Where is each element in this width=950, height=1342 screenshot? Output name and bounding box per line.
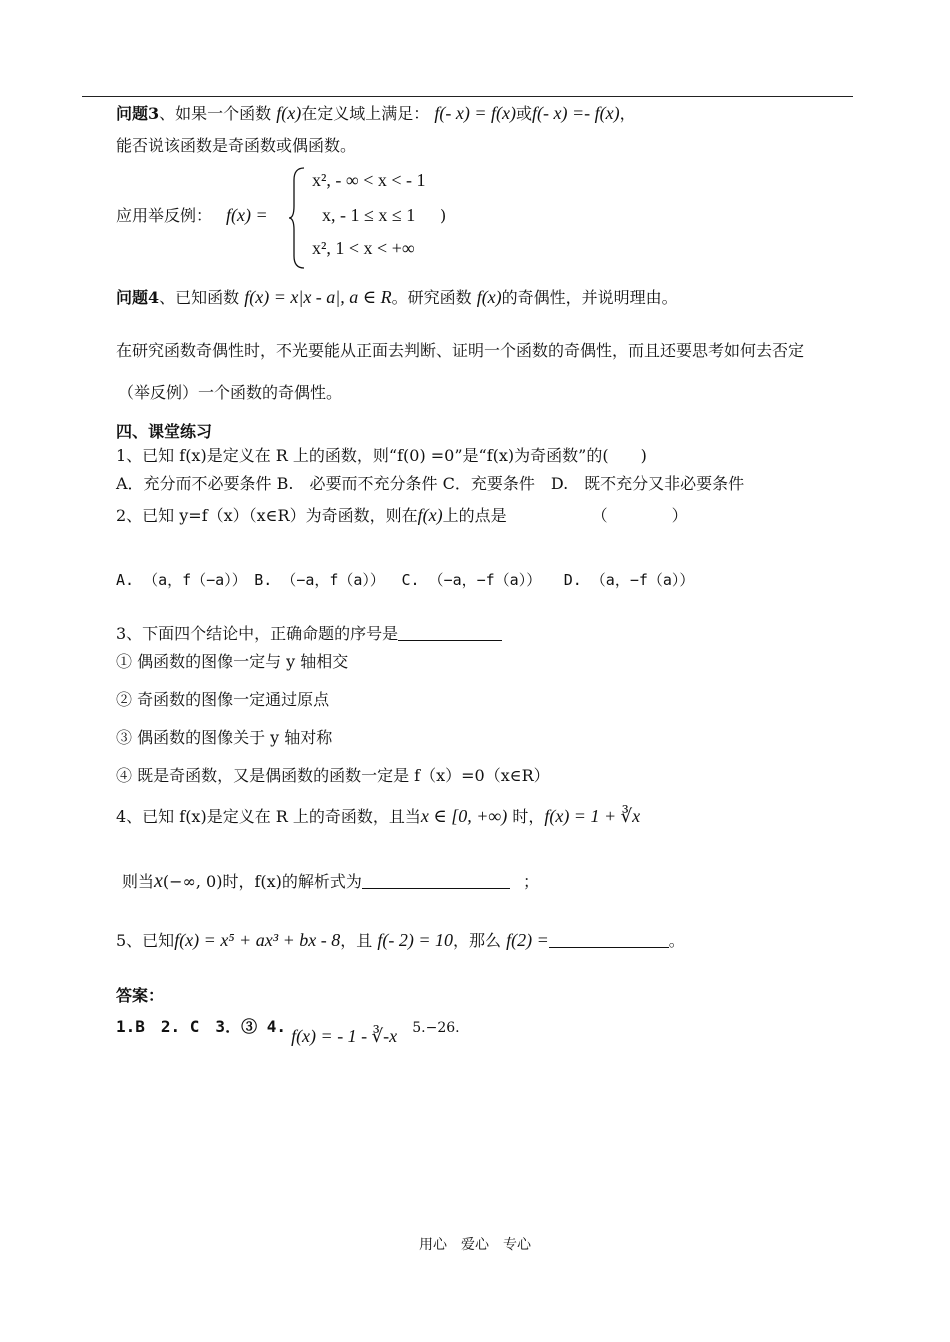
ex2-question: 2、已知 y=f（x）（x∈R）为奇函数，则在f(x)上的点是 （ ） bbox=[116, 505, 688, 525]
q3-line2: 能否说该函数是奇函数或偶函数。 bbox=[116, 136, 357, 155]
piecewise-case-2: x, - 1 ≤ x ≤ 1 bbox=[322, 205, 416, 225]
note-line1: 在研究函数奇偶性时，不光要能从正面去判断、证明一个函数的奇偶性，而且还要思考如何去否定 bbox=[116, 341, 805, 360]
ex3-item-2: ② 奇函数的图像一定通过原点 bbox=[116, 690, 330, 709]
piecewise-case-3: x², 1 < x < +∞ bbox=[312, 238, 415, 258]
q4-label: 问题4 bbox=[116, 288, 160, 307]
ex4-question: 4、已知 f(x)是定义在 R 上的奇函数，且当x ∈ [0, +∞) 时，f(x) = 1 + ∛x bbox=[116, 806, 641, 826]
piecewise-case-1: x², - ∞ < x < - 1 bbox=[312, 170, 426, 190]
header-rule bbox=[82, 96, 853, 97]
ex5-question: 5、已知f(x) = x⁵ + ax³ + bx - 8，且 f(- 2) = 10，那么 f(2) = 。 bbox=[116, 930, 685, 950]
answers-line: 1.B 2. C 3．③ 4. f(x) = - 1 - ∛-x 5.−26. bbox=[116, 1017, 460, 1046]
ex3-item-4: ④ 既是奇函数，又是偶函数的函数一定是 f（x）=0（x∈R） bbox=[116, 766, 550, 785]
ex3-question: 3、下面四个结论中，正确命题的序号是 bbox=[116, 624, 502, 643]
footer-text: 用心 爱心 专心 bbox=[419, 1237, 531, 1253]
note-line2: （举反例）一个函数的奇偶性。 bbox=[118, 383, 343, 402]
answer-blank[interactable] bbox=[398, 624, 502, 641]
piecewise-close: ) bbox=[440, 206, 447, 225]
q3-example-label: 应用举反例： f(x) = bbox=[116, 205, 268, 225]
ex1-question: 1、已知 f(x)是定义在 R 上的函数，则“f(0) =0”是“f(x)为奇函数”的( ) bbox=[116, 446, 647, 465]
ex3-item-3: ③ 偶函数的图像关于 y 轴对称 bbox=[116, 728, 333, 747]
q3-label: 问题3 bbox=[116, 104, 160, 123]
ex1-options: A．充分而不必要条件 B. 必要而不充分条件 C．充要条件 D. 既不充分又非必要条件 bbox=[116, 474, 745, 493]
piecewise-brace bbox=[288, 166, 308, 270]
answers-title: 答案： bbox=[116, 986, 165, 1005]
answer-blank[interactable] bbox=[549, 931, 669, 948]
answer-blank[interactable] bbox=[362, 872, 510, 889]
q4-line: 问题4、已知函数 f(x) = x|x - a|, a ∈ R。研究函数 f(x)的奇偶性，并说明理由。 bbox=[116, 287, 678, 307]
ex4-line2: 则当x(−∞, 0)时，f(x)的解析式为 ； bbox=[122, 870, 540, 892]
ex3-item-1: ① 偶函数的图像一定与 y 轴相交 bbox=[116, 652, 349, 671]
ex2-options: A. （a，f（−a）） B. （−a，f（a）） C. （−a，−f（a）） D. （a，−f（a）） bbox=[116, 571, 695, 589]
q3-line1: 问题3、如果一个函数 f(x)在定义域上满足： f(- x) = f(x)或f(- x) =- f(x)， bbox=[116, 103, 636, 123]
section-title: 四、课堂练习 bbox=[116, 422, 213, 441]
